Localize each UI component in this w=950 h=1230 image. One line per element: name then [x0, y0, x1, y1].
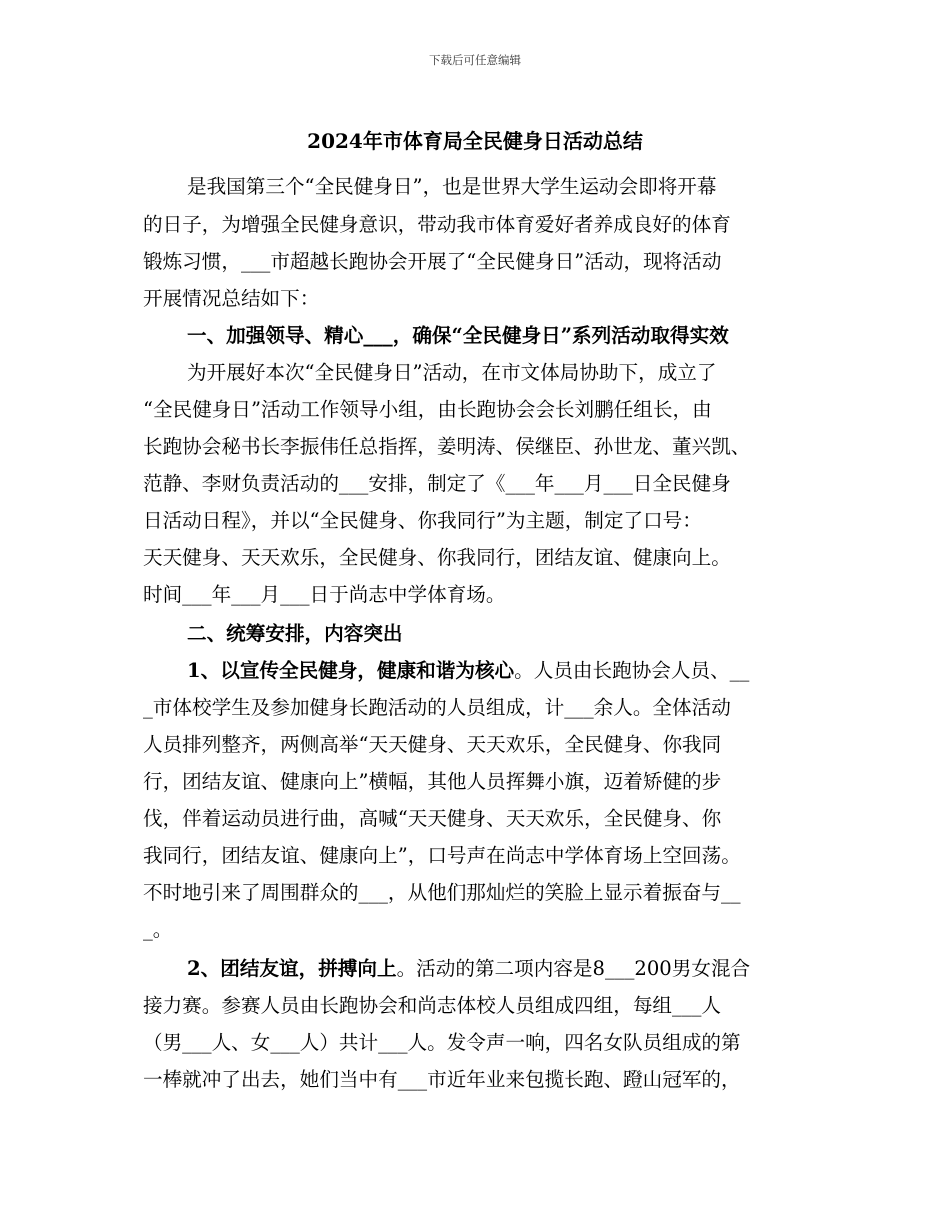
paragraph-line: （男___人、女___人）共计___人。发令声一响，四名女队员组成的第 — [143, 1031, 741, 1054]
section-heading-1: 一、加强领导、精心___，确保“全民健身日”系列活动取得实效 — [187, 324, 729, 347]
paragraph-line: 是我国第三个“全民健身日”，也是世界大学生运动会即将开幕 — [187, 175, 717, 198]
paragraph-line: 范静、李财负责活动的___安排，制定了《___年___月___日全民健身 — [143, 472, 731, 495]
paragraph-line: 天天健身、天天欢乐，全民健身、你我同行，团结友谊、健康向上。 — [143, 546, 731, 569]
paragraph-line: 人员排列整齐，两侧高举“天天健身、天天欢乐，全民健身、你我同 — [143, 733, 722, 756]
paragraph-line: 日活动日程》，并以“全民健身、你我同行”为主题，制定了口号： — [143, 509, 702, 532]
subheading-2: 2、团结友谊，拼搏向上 — [187, 957, 397, 980]
paragraph-line — [187, 953, 750, 985]
paragraph-line: 接力赛。参赛人员由长跑协会和尚志体校人员组成四组，每组___人 — [143, 994, 722, 1017]
paragraph-text: 。活动的第二项内容是8___200男女混合 — [396, 957, 751, 980]
page-header: 下载后可任意编辑 — [429, 53, 521, 67]
paragraph-line: 时间___年___月___日于尚志中学体育场。 — [143, 583, 506, 606]
paragraph-line: 我同行，团结友谊、健康向上”，口号声在尚志中学体育场上空回荡。 — [143, 844, 741, 867]
document-title: 2024年市体育局全民健身日活动总结 — [307, 129, 643, 153]
paragraph-line: 的日子，为增强全民健身意识，带动我市体育爱好者养成良好的体育 — [143, 213, 731, 236]
paragraph-line: 行，团结友谊、健康向上”横幅，其他人员挥舞小旗，迈着矫健的步 — [143, 770, 722, 793]
paragraph-line: 为开展好本次“全民健身日”活动，在市文体局协助下，成立了 — [187, 361, 717, 384]
paragraph-text: 。人员由长跑协会人员、__ — [514, 659, 750, 682]
paragraph-line: “全民健身日”活动工作领导小组，由长跑协会会长刘鹏任组长，由 — [143, 398, 712, 421]
paragraph-line: 锻炼习惯，___市超越长跑协会开展了“全民健身日”活动，现将活动 — [143, 250, 722, 273]
paragraph-line: _。 — [143, 918, 173, 941]
paragraph-line: 不时地引来了周围群众的___，从他们那灿烂的笑脸上显示着振奋与__ — [143, 881, 741, 904]
paragraph-line — [187, 655, 749, 687]
section-heading-2: 二、统筹安排，内容突出 — [187, 622, 403, 645]
paragraph-line: _市体校学生及参加健身长跑活动的人员组成，计___余人。全体活动 — [143, 696, 731, 719]
paragraph-line: 伐，伴着运动员进行曲，高喊“天天健身、天天欢乐，全民健身、你 — [143, 807, 722, 830]
paragraph-line: 开展情况总结如下： — [143, 287, 320, 310]
paragraph-line: 长跑协会秘书长李振伟任总指挥，姜明涛、侯继臣、孙世龙、董兴凯、 — [143, 435, 751, 458]
paragraph-line: 一棒就冲了出去，她们当中有___市近年业来包揽长跑、蹬山冠军的， — [143, 1068, 741, 1091]
subheading-1: 1、以宣传全民健身，健康和谐为核心 — [187, 659, 515, 682]
